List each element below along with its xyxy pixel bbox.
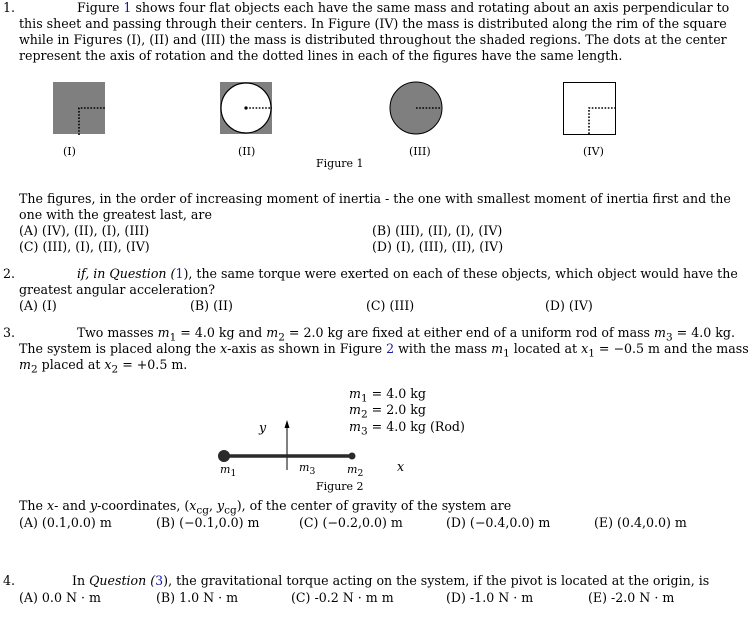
fig2-label-m2-sub: 2 bbox=[357, 468, 364, 480]
fig2-legend-m2-value: = 2.0 kg bbox=[371, 402, 426, 417]
q4-number: 4. bbox=[3, 573, 16, 588]
fig2-mass-m2 bbox=[349, 453, 356, 460]
fig2-label-m1-letter: m bbox=[220, 463, 231, 476]
q3-line2-c: with the mass bbox=[394, 341, 492, 356]
q3-line3-a: placed at bbox=[37, 357, 105, 372]
q4-line1-a: In bbox=[72, 573, 90, 588]
fig2-label-m1-sub: 1 bbox=[230, 468, 237, 480]
q1-prompt-line1: The figures, in the order of increasing moment of inertia - the one with smallest moment of inertia first and the bbox=[19, 191, 731, 206]
q1-line2: this sheet and passing through their centers. In Figure (IV) the mass is distributed along the rim of the square bbox=[19, 16, 727, 31]
q4-option-d[interactable]: (D) -1.0 N · m bbox=[446, 590, 534, 605]
fig2-y-label-text: y bbox=[259, 420, 267, 435]
q1-line1-a: Figure bbox=[77, 0, 124, 15]
q3-m3-sub: 3 bbox=[665, 331, 673, 344]
q3-prompt-x: x bbox=[46, 498, 55, 513]
q3-eq3: = 4.0 kg. bbox=[672, 325, 735, 340]
q3-option-c[interactable]: (C) (−0.2,0.0) m bbox=[299, 515, 403, 530]
q3-prompt-y: y bbox=[90, 498, 98, 513]
q4-option-a[interactable]: (A) 0.0 N · m bbox=[19, 590, 101, 605]
q4-option-e[interactable]: (E) -2.0 N · m bbox=[588, 590, 675, 605]
q3-option-d[interactable]: (D) (−0.4,0.0) m bbox=[446, 515, 551, 530]
fig2-label-m3-letter: m bbox=[299, 461, 310, 474]
q3-m2-sub: 2 bbox=[278, 331, 285, 344]
figure-2-link[interactable]: 2 bbox=[386, 341, 395, 356]
fig2-legend-m3-letter: m bbox=[349, 419, 361, 434]
fig2-legend-m2-sub: 2 bbox=[360, 408, 368, 421]
fig2-x-label-text: x bbox=[397, 459, 405, 474]
q3-eq1: = 4.0 kg and bbox=[176, 325, 267, 340]
q2-option-c[interactable]: (C) (III) bbox=[366, 298, 415, 313]
fig2-legend-m3-value: = 4.0 kg (Rod) bbox=[371, 419, 465, 434]
figure-1-caption: Figure 1 bbox=[316, 157, 364, 170]
q4-line1 bbox=[72, 573, 709, 589]
q3-line1-a: Two masses bbox=[77, 325, 158, 340]
q2-option-a[interactable]: (A) (I) bbox=[19, 298, 57, 313]
fig1-label-III: (III) bbox=[409, 145, 431, 158]
q3-line3-m2-sub: 2 bbox=[30, 363, 38, 376]
fig2-y-label bbox=[259, 420, 266, 436]
q2-option-b[interactable]: (B) (II) bbox=[190, 298, 233, 313]
q3-x2-sub: 2 bbox=[111, 363, 119, 376]
q3-option-b[interactable]: (B) (−0.1,0.0) m bbox=[156, 515, 260, 530]
q1-line4: represent the axis of rotation and the dotted lines in each of the figures have the same length. bbox=[19, 48, 623, 63]
fig2-label-m3-sub: 3 bbox=[309, 466, 316, 478]
q3-xcg: x bbox=[189, 498, 197, 513]
q3-option-e[interactable]: (E) (0.4,0.0) m bbox=[594, 515, 687, 530]
fig1-label-IV: (IV) bbox=[583, 145, 604, 158]
q1-line1-b: shows four flat objects each have the same mass and rotating about an axis perpendicular to bbox=[131, 0, 730, 15]
question-3-link[interactable]: 3 bbox=[155, 573, 164, 588]
q3-prompt-a: The bbox=[19, 498, 47, 513]
fig2-legend-m1-value: = 4.0 kg bbox=[371, 386, 426, 401]
q3-eq2: = 2.0 kg are fixed at either end of a uniform rod of mass bbox=[284, 325, 655, 340]
q3-line2-b: -axis as shown in Figure bbox=[227, 341, 387, 356]
q3-x-var: x bbox=[220, 341, 228, 356]
fig2-label-m1 bbox=[220, 462, 236, 482]
q3-option-a[interactable]: (A) (0.1,0.0) m bbox=[19, 515, 112, 530]
q3-prompt-c: -coordinates, ( bbox=[97, 498, 190, 513]
q3-prompt: The x- and y-coordinates, ($x_{cg}$, $y_{cg}$), of the center of gravity of the system are bbox=[19, 498, 512, 517]
q3-m1: m bbox=[157, 325, 170, 340]
q3-line2-a: The system is placed along the bbox=[19, 341, 221, 356]
q3-xcg-sub: cg bbox=[196, 504, 209, 517]
q3-prompt-d: ), of the center of gravity of the system are bbox=[236, 498, 512, 513]
figure-2-caption: Figure 2 bbox=[316, 480, 364, 493]
q3-number: 3. bbox=[3, 325, 16, 340]
q3-m2: m bbox=[266, 325, 279, 340]
q1-number: 1. bbox=[3, 0, 16, 15]
q2-line2: greatest angular acceleration? bbox=[19, 282, 216, 297]
q1-line3: while in Figures (I), (II) and (III) the mass is distributed throughout the shaded regions. The dots at the center bbox=[19, 32, 727, 47]
fig2-legend-m1-letter: m bbox=[349, 386, 361, 401]
q2-line1-b: ), the same torque were exerted on each of these objects, which object would have the bbox=[183, 266, 738, 281]
fig1-label-I: (I) bbox=[63, 145, 76, 158]
q3-m1-sub: 1 bbox=[169, 331, 177, 344]
q1-option-d[interactable]: (D) (I), (III), (II), (IV) bbox=[372, 239, 504, 254]
q4-line1-q: Question ( bbox=[89, 573, 156, 588]
q3-ycg-sub: cg bbox=[224, 504, 237, 517]
fig2-legend-m2-letter: m bbox=[349, 402, 361, 417]
q4-option-b[interactable]: (B) 1.0 N · m bbox=[156, 590, 239, 605]
fig1-label-II: (II) bbox=[238, 145, 256, 158]
q3-m3: m bbox=[654, 325, 666, 340]
q2-number: 2. bbox=[3, 266, 16, 281]
q3-line2-m1-sub: 1 bbox=[503, 347, 510, 360]
q2-option-d[interactable]: (D) (IV) bbox=[545, 298, 593, 313]
q1-option-c[interactable]: (C) (III), (I), (II), (IV) bbox=[19, 239, 150, 254]
fig2-y-axis-arrow bbox=[285, 420, 290, 428]
q4-line1-b: ), the gravitational torque acting on the system, if the pivot is located at the origin, is bbox=[163, 573, 710, 588]
q3-line2-e: = −0.5 m and the mass bbox=[594, 341, 749, 356]
fig2-legend-m3-sub: 3 bbox=[360, 425, 368, 438]
question-1-link[interactable]: 1 bbox=[175, 266, 184, 281]
q4-option-c[interactable]: (C) -0.2 N · m m bbox=[291, 590, 394, 605]
q3-line3-b: = +0.5 m. bbox=[118, 357, 188, 372]
fig2-label-m2-letter: m bbox=[347, 463, 358, 476]
q3-x1-var: x bbox=[581, 341, 589, 356]
q1-option-b[interactable]: (B) (III), (II), (I), (IV) bbox=[372, 223, 503, 238]
q3-line2-d: located at bbox=[509, 341, 582, 356]
fig2-legend-m1-sub: 1 bbox=[360, 392, 368, 405]
figure-1-link[interactable]: 1 bbox=[123, 0, 132, 15]
q3-line2-m1: m bbox=[491, 341, 504, 356]
fig2-mass-m1 bbox=[218, 450, 230, 462]
fig2-label-m3 bbox=[299, 460, 315, 480]
q3-x2-var: x bbox=[104, 357, 112, 372]
q1-option-a[interactable]: (A) (IV), (II), (I), (III) bbox=[19, 223, 150, 238]
fig2-x-label bbox=[397, 459, 404, 475]
q3-line3-m2: m bbox=[19, 357, 31, 372]
q3-prompt-b: - and bbox=[54, 498, 91, 513]
q3-ycg: y bbox=[217, 498, 225, 513]
q3-x1-sub: 1 bbox=[588, 347, 595, 360]
q1-prompt-line2: one with the greatest last, are bbox=[19, 207, 212, 222]
q2-line1-a: if, in Question ( bbox=[77, 266, 176, 281]
